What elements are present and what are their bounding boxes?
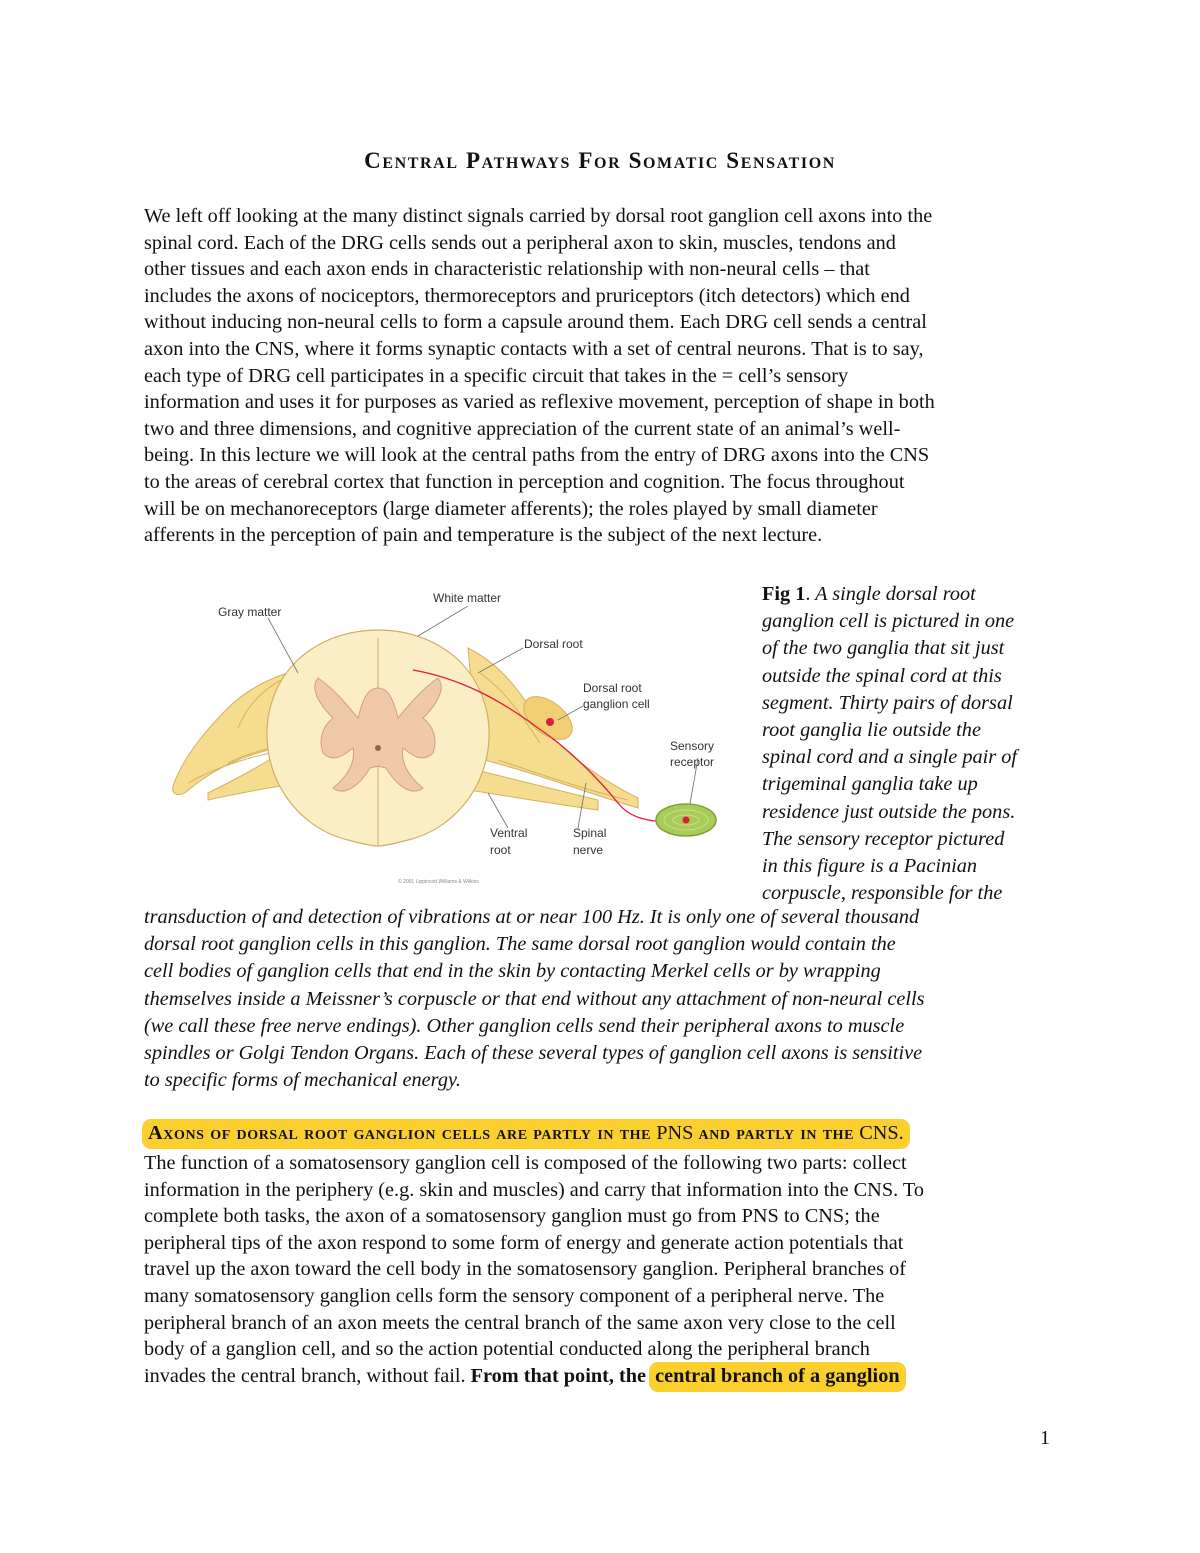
label-drg: Dorsal root <box>583 681 642 695</box>
page-number: 1 <box>1040 1427 1050 1449</box>
spinal-cord-diagram <box>168 578 748 890</box>
intro-line: without inducing non-neural cells to form a capsule around them. Each DRG cell sends a central <box>144 311 927 334</box>
section-line: complete both tasks, the axon of a somatosensory ganglion must go from PNS to CNS; the <box>144 1205 880 1228</box>
section-line: travel up the axon toward the cell body in the somatosensory ganglion. Peripheral branches of <box>144 1258 907 1281</box>
section-line: many somatosensory ganglion cells form the sensory component of a peripheral nerve. The <box>144 1284 885 1307</box>
section-line: body of a ganglion cell, and so the action potential conducted along the peripheral branch <box>144 1338 870 1361</box>
bold-text: From that point, the <box>470 1364 652 1387</box>
heading-pns: PNS <box>656 1122 694 1144</box>
label-ventral-root: root <box>490 843 511 857</box>
caption-line: themselves inside a Meissner’s corpuscle or that end without any attachment of non-neural cells <box>144 987 925 1010</box>
label-dorsal-root: Dorsal root <box>524 637 583 651</box>
section-heading <box>144 1122 908 1145</box>
section-line: information in the periphery (e.g. skin and muscles) and carry that information into the CNS. To <box>144 1178 924 1201</box>
label-sensory-receptor: receptor <box>670 755 715 769</box>
right-nerve-roots <box>468 648 638 810</box>
intro-line: being. In this lecture we will look at the central paths from the entry of DRG axons into the CNS <box>144 444 930 467</box>
section-paragraph <box>144 1150 1074 1389</box>
intro-line: to the areas of cerebral cortex that function in perception and cognition. The focus throughout <box>144 470 905 493</box>
section-line: peripheral tips of the axon respond to some form of energy and generate action potentials that <box>144 1231 904 1254</box>
spinal-cord-figure <box>168 578 748 890</box>
caption-line: corpuscle, responsible for the <box>762 882 1003 905</box>
heading-period: . <box>898 1122 904 1144</box>
intro-paragraph <box>144 203 1074 549</box>
caption-line: dorsal root ganglion cells in this ganglion. The same dorsal root ganglion would contain the <box>144 933 896 956</box>
caption-line: ganglion cell is pictured in one <box>762 610 1015 633</box>
intro-line: includes the axons of nociceptors, thermoreceptors and pruriceptors (itch detectors) which end <box>144 284 910 307</box>
intro-line: afferents in the perception of pain and temperature is the subject of the next lecture. <box>144 524 823 547</box>
label-white-matter: White matter <box>433 591 502 605</box>
caption-line: in this figure is a Pacinian <box>762 855 978 878</box>
heading-text: Axons of dorsal root ganglion cells are partly in the <box>148 1122 652 1144</box>
figure-caption-continued <box>144 904 1074 1094</box>
caption-line: (we call these free nerve endings). Other ganglion cells send their peripheral axons to muscle <box>144 1014 905 1037</box>
intro-line: We left off looking at the many distinct signals carried by dorsal root ganglion cell axons into the <box>144 205 933 227</box>
caption-text: A single dorsal root <box>815 583 976 605</box>
label-spinal-nerve: Spinal <box>573 826 607 840</box>
section-text: invades the central branch, without fail. <box>144 1364 471 1387</box>
caption-line: transduction of and detection of vibrations at or near 100 Hz. It is only one of several thousand <box>144 906 920 928</box>
section-line <box>144 1363 1074 1390</box>
intro-line: axon into the CNS, where it forms synaptic contacts with a set of central neurons. That is to say, <box>144 337 924 360</box>
caption-line: spinal cord and a single pair of <box>762 746 1018 769</box>
intro-line: each type of DRG cell participates in a specific circuit that takes in the = cell’s sensory <box>144 364 849 387</box>
label-gray-matter: Gray matter <box>218 605 282 619</box>
label-ventral-root: Ventral <box>490 826 528 840</box>
heading-text: and partly in the <box>698 1122 855 1144</box>
caption-line: to specific forms of mechanical energy. <box>144 1069 461 1092</box>
label-spinal-nerve: nerve <box>573 843 604 857</box>
page-title: Central Pathways For Somatic Sensation <box>364 148 836 173</box>
highlighted-text: central branch of a ganglion <box>651 1364 904 1390</box>
section-line: peripheral branch of an axon meets the central branch of the same axon very close to the cell <box>144 1311 896 1334</box>
ganglion-cell-body <box>546 718 554 726</box>
caption-line: trigeminal ganglia take up <box>762 773 978 796</box>
caption-line: cell bodies of ganglion cells that end in the skin by contacting Merkel cells or by wrapping <box>144 960 881 983</box>
label-sensory-receptor: Sensory <box>670 739 715 753</box>
caption-line: outside the spinal cord at this <box>762 664 1002 687</box>
intro-line: two and three dimensions, and cognitive appreciation of the current state of an animal’s well- <box>144 417 901 440</box>
intro-line: other tissues and each axon ends in characteristic relationship with non-neural cells – that <box>144 258 870 281</box>
figure-label: Fig 1 <box>762 583 806 605</box>
caption-line: The sensory receptor pictured <box>762 827 1005 850</box>
intro-line: will be on mechanoreceptors (large diameter afferents); the roles played by small diameter <box>144 497 878 520</box>
section-line: The function of a somatosensory ganglion cell is composed of the following two parts: collect <box>144 1152 907 1174</box>
caption-line: residence just outside the pons. <box>762 800 1016 823</box>
caption-line: of the two ganglia that sit just <box>762 637 1005 660</box>
heading-cns: CNS <box>859 1122 899 1144</box>
caption-line: segment. Thirty pairs of dorsal <box>762 691 1013 714</box>
caption-line: Fig 1. A single dorsal root <box>762 583 976 605</box>
figure-caption <box>762 581 1082 907</box>
central-canal <box>375 745 381 751</box>
highlighted-heading <box>144 1121 908 1147</box>
label-drg: ganglion cell <box>583 697 650 711</box>
caption-line: spindles or Golgi Tendon Organs. Each of these several types of ganglion cell axons is sensitive <box>144 1042 923 1065</box>
copyright-notice: © 2001 Lippincott Williams & Wilkins <box>398 879 479 885</box>
intro-line: spinal cord. Each of the DRG cells sends out a peripheral axon to skin, muscles, tendons and <box>144 231 896 254</box>
caption-line: root ganglia lie outside the <box>762 719 981 742</box>
intro-line: information and uses it for purposes as varied as reflexive movement, perception of shape in both <box>144 391 935 414</box>
